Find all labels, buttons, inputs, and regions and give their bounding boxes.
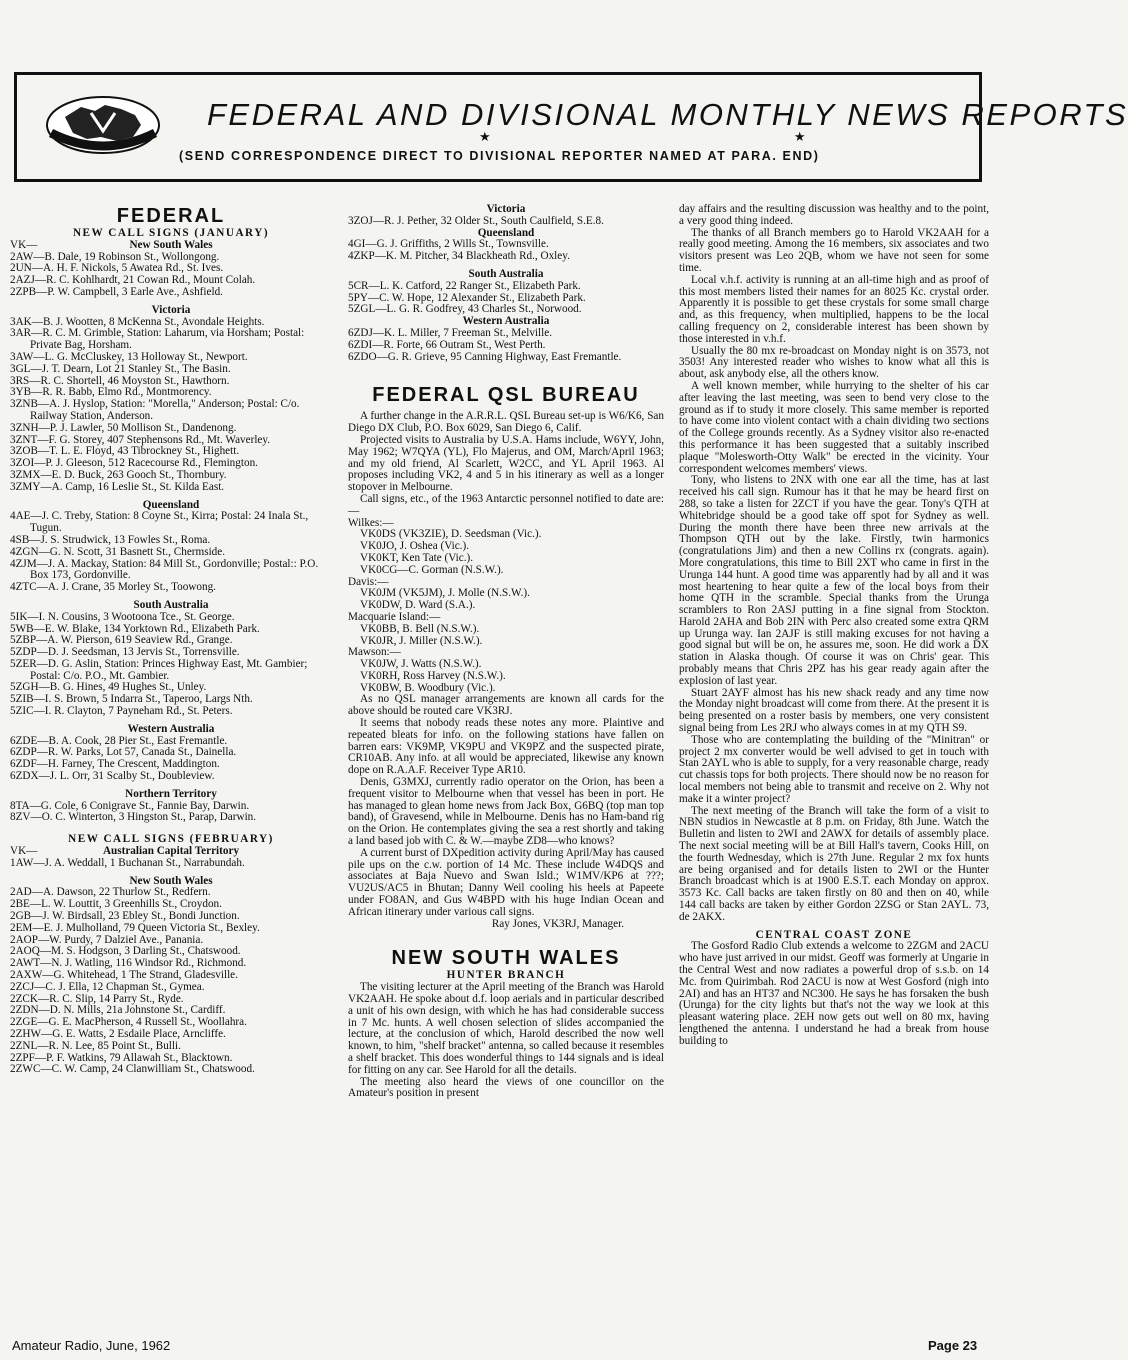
jan-callsigns-heading: NEW CALL SIGNS (JANUARY): [72, 227, 270, 239]
callsign-entry: 5ZIB—I. S. Brown, 5 Indarra St., Taperoo, Largs Nth.: [10, 693, 253, 706]
antarctic-callsign: VK0RH, Ross Harvey (N.S.W.).: [360, 669, 506, 682]
station-group-title: Wilkes:—: [348, 516, 394, 529]
vk-prefix: VK—: [10, 238, 38, 251]
column-hunter-branch-notes: [679, 204, 989, 1048]
paragraph: Tony, who listens to 2NX with one ear all the time, has at last received his call sign. Rumour has it that he may be heard first on 288, so take a listen for 2ZCT if you have the gear. Tony's QTH at Whitebridge should be a good take off spot for Sydney as well. During the month there have been three new arrivals at the Thompson QTH out by the lake. Firstly, twin harmonics (congratulations Jim) and then a new Collins rx (congrats. again). More congratulations, this time to Bill 2XT who came in first in the Urunga 144 hunt. A good time was apparently had by all and it was most heartening to hear quite a few of the local boys from their home QTH in the scramble. Special thanks from the Urunga scramblers to Ron 2ASJ putting in a fine signal from Stockton. Harold 2AHA and Bob 2IN with Perc also created some extra QRM up Urunga way. Ian 2AJF is still making excuses for not having a good signal but will be on, he assures me, soon. He did work a DX station in Alaska though. Of course it was on Chris' gear. This probably means that Chris 2PZ has his gear ready again after the explosion of last year.: [679, 474, 989, 687]
callsign-entry: 3ZOB—T. L. E. Floyd, 43 Tibrockney St., Highett.: [10, 445, 240, 458]
callsign-entry: 3ZNB—A. J. Hyslop, Station: "Morella," Anderson; Postal: C/o. Railway Station, Anderson.: [10, 398, 300, 422]
callsign-entry: 3ZMX—E. D. Buck, 263 Gooch St., Thornbury.: [10, 468, 227, 481]
callsign-entry: 4ZJM—J. A. Mackay, Station: 84 Mill St., Gordonville; Postal:: P.O. Box 173, Gordonville.: [10, 557, 319, 582]
paragraph: The next meeting of the Branch will take the form of a visit to NBN studios in Newcastle at 8 p.m. on Friday, 8th June. Watch the Bulletin and listen to 2WI and 2AWX for details of assembly place. The next social meeting will be at Bill Hall's tavern, Cooks Hill, on the fourth Wednesday, which is 27th June. Regular 2 mx fox hunts are being organised and for details listen to 2WI or the Hunter Branch broadcast which is at 1900 E.S.T. each Monday on approx. 3573 Kc. Call backs are taken firstly on 80 and then on 40, while 144 call backs are taken by either Gordon 2ZSG or Stan 2AYL. 73, de 2AKX.: [679, 804, 989, 923]
callsign-entry: 3YB—R. R. Babb, Elmo Rd., Montmorency.: [10, 386, 212, 399]
callsign-entry: 2ZDN—D. N. Mills, 21a Johnstone St., Cardiff.: [10, 1004, 226, 1017]
callsign-entry: 2AXW—G. Whitehead, 1 The Strand, Gladesville.: [10, 969, 238, 982]
central-coast-heading: CENTRAL COAST ZONE: [755, 928, 913, 941]
nsw-heading: NEW SOUTH WALES: [391, 947, 621, 970]
callsign-entry: 3AW—L. G. McCluskey, 13 Holloway St., Newport.: [10, 350, 248, 363]
state-heading-vic: Victoria: [151, 303, 191, 316]
signature: Ray Jones, VK3RJ, Manager.: [491, 917, 624, 930]
callsign-entry: 2AWT—N. J. Watling, 116 Windsor Rd., Richmond.: [10, 957, 247, 970]
callsign-entry: 2ZCJ—C. J. Ella, 12 Chapman St., Gymea.: [10, 980, 205, 993]
antarctic-callsign: VK0JW, J. Watts (N.S.W.).: [360, 658, 482, 671]
callsign-entry: 5CR—L. K. Catford, 22 Ranger St., Elizabeth Park.: [348, 279, 581, 292]
callsign-entry: 6ZDO—G. R. Grieve, 95 Canning Highway, East Fremantle.: [348, 350, 622, 363]
callsign-entry: 6ZDX—J. L. Orr, 31 Scalby St., Doubleview.: [10, 770, 215, 783]
paragraph: Those who are contemplating the building of the "Minitran" or project 2 mx converter would be well advised to get in touch with Stan 2AYL who is able to supply, for a very reasonable charge, ready cut chassis tops for both projects. There should now be no reason for local members not being able to transmit and receive on 2. Why not make it a winter project?: [679, 733, 989, 805]
callsign-entry: 2ZPF—P. F. Watkins, 79 Allawah St., Blacktown.: [10, 1051, 233, 1064]
state-heading-nt: Northern Territory: [125, 787, 217, 800]
callsign-entry: 3ZNH—P. J. Lawler, 50 Mollison St., Dandenong.: [10, 421, 237, 434]
callsign-entry: 5ZBP—A. W. Pierson, 619 Seaview Rd., Grange.: [10, 634, 233, 647]
station-group-title: Davis:—: [348, 575, 389, 588]
callsign-entry: 6ZDP—R. W. Parks, Lot 57, Canada St., Dainella.: [10, 746, 237, 759]
callsign-entry: 2EM—E. J. Mulholland, 79 Queen Victoria St., Bexley.: [10, 921, 260, 934]
callsign-entry: 2ZHW—G. E. Watts, 2 Esdaile Place, Arncliffe.: [10, 1028, 226, 1040]
column-federal-callsigns: [10, 204, 332, 1076]
callsign-entry: 8TA—G. Cole, 6 Conigrave St., Fannie Bay, Darwin.: [10, 799, 250, 812]
page-subtitle: (SEND CORRESPONDENCE DIRECT TO DIVISIONAL REPORTER NAMED AT PARA. END): [179, 149, 820, 163]
callsign-entry: 3AR—R. C. M. Grimble, Station: Laharum, via Horsham; Postal: Private Bag, Horsham.: [10, 327, 305, 352]
footer-publication: Amateur Radio, June, 1962: [12, 1338, 171, 1353]
state-heading-wa: Western Australia: [462, 315, 550, 328]
callsign-entry: 3ZMY—A. Camp, 16 Leslie St., St. Kilda East.: [10, 480, 225, 493]
callsign-entry: 5PY—C. W. Hope, 12 Alexander St., Elizabeth Park.: [348, 291, 586, 304]
callsign-entry: 6ZDF—H. Farney, The Crescent, Maddington.: [10, 758, 220, 771]
antarctic-callsign: VK0DW, D. Ward (S.A.).: [360, 599, 476, 612]
callsign-entry: 3ZOJ—R. J. Pether, 32 Older St., South Caulfield, S.E.8.: [348, 214, 604, 227]
state-heading-vic: Victoria: [486, 203, 526, 215]
paragraph: The visiting lecturer at the April meeting of the Branch was Harold VK2AAH. He spoke about d.f. loop aerials and in particular described a unit of his own design, with which he has had considerable success in 7 Mc. hunts. A well chosen selection of slides accompanied the lecture, at the conclusion of which, Harold described the now well known, to him, "shelf bracket" antenna, so called because it resembles a shelf bracket. This does wonderful things to 144 signals and is ideal for fitting on any car. See Harold for all the details.: [348, 981, 664, 1076]
callsign-entry: 2ZNL—R. N. Lee, 85 Point St., Bulli.: [10, 1039, 181, 1052]
callsign-entry: 4ZTC—A. J. Crane, 35 Morley St., Toowong.: [10, 581, 216, 594]
paragraph: As no QSL manager arrangements are known all cards for the above should be routed care VK3RJ.: [348, 693, 664, 718]
antarctic-callsign: VK0JR, J. Miller (N.S.W.).: [360, 634, 483, 647]
callsign-entry: 2ZGE—G. E. MacPherson, 4 Russell St., Woollahra.: [10, 1016, 247, 1029]
paragraph: Call signs, etc., of the 1963 Antarctic personnel notified to date are:—: [348, 492, 664, 517]
callsign-entry: 4AE—J. C. Treby, Station: 8 Coyne St., Kirra; Postal: 24 Inala St., Tugun.: [10, 510, 309, 535]
qsl-bureau-heading: FEDERAL QSL BUREAU: [372, 384, 640, 407]
callsign-entry: 3ZOI—P. J. Gleeson, 512 Racecourse Rd., Flemington.: [10, 457, 258, 470]
callsign-entry: 5ZGL—L. G. R. Godfrey, 43 Charles St., Norwood.: [348, 303, 582, 316]
column-qsl-bureau: [348, 204, 664, 1100]
callsign-entry: 2UN—A. H. F. Nickols, 5 Awatea Rd., St. Ives.: [10, 262, 224, 275]
callsign-entry: 1AW—J. A. Weddall, 1 Buchanan St., Narrabundah.: [10, 856, 245, 869]
paragraph: Local v.h.f. activity is running at an all-time high and as proof of this most members listed their names for an 8025 Kc. crystal order. Apparently it is possible to get these crystals for some small charge and, as this frequency, when multiplied, happens to be the local calling frequency on 2, considerable interest has been shown by those interested in v.h.f.: [679, 273, 989, 345]
antarctic-callsign: VK0DS (VK3ZIE), D. Seedsman (Vic.).: [360, 528, 542, 541]
callsign-entry: 5ZDP—D. J. Seedsman, 13 Jervis St., Torrensville.: [10, 646, 240, 659]
paragraph: day affairs and the resulting discussion was healthy and to the point, a very good thing indeed.: [679, 203, 989, 227]
paragraph: A further change in the A.R.R.L. QSL Bureau set-up is W6/K6, San Diego DX Club, P.O. Box 6029, San Diego 6, Calif.: [348, 410, 664, 435]
antarctic-callsign: VK0CG—C. Gorman (N.S.W.).: [360, 563, 504, 576]
callsign-entry: 3AK—B. J. Wootten, 8 McKenna St., Avondale Heights.: [10, 315, 265, 328]
feb-callsigns-heading: NEW CALL SIGNS (FEBRUARY): [68, 833, 274, 846]
paragraph: The Gosford Radio Club extends a welcome to 2ZGM and 2ACU who have just arrived in our midst. Geoff was formerly at Ungarie in the Central West and now radiates a powerful drop of s.s.b. on 14 Mc. from Quirimbah. Rod 2ACU is now at West Gosford (nigh into 2AI) and has an HT37 and NC300. He says he has forsaken the bush (Urunga) for the city lights but that's not the way we look at this pleasant watering place. 2EH now gets out well on 80 mx, having lengthened the antenna. I understand he had a break from house building to: [679, 940, 989, 1047]
callsign-entry: 2BE—L. W. Louttit, 3 Greenhills St., Croydon.: [10, 898, 222, 911]
paragraph: Denis, G3MXJ, currently radio operator on the Orion, has been a frequent visitor to Melbourne when that vessel has been in port. He has managed to glean home news from Jack Box, G6BQ (top man top band), of Gravesend, while in Melbourne. Denis has no Ham-band rig on the Orion. He contemplates giving the sea a rest shortly and taking a land based job with C. & W.—maybe ZD8—who knows?: [348, 776, 664, 848]
header-box: [14, 72, 1128, 182]
state-heading-nsw: New South Wales: [129, 238, 213, 251]
paragraph: Stuart 2AYF almost has his new shack ready and any time now the Monday night broadcast will come from there. At the present it is being presented on a roster basis by members, one very consistent signal being from Les 2RJ who always comes in at my QTH S9.: [679, 686, 989, 735]
callsign-entry: 2GB—J. W. Birdsall, 23 Ebley St., Bondi Junction.: [10, 910, 240, 923]
state-heading-qld: Queensland: [477, 226, 535, 239]
callsign-entry: 4GI—G. J. Griffiths, 2 Wills St., Townsville.: [348, 238, 549, 251]
station-group-title: Macquarie Island:—: [348, 610, 441, 623]
callsign-entry: 3RS—R. C. Shortell, 46 Moyston St., Hawthorn.: [10, 374, 230, 387]
callsign-entry: 5ZIC—I. R. Clayton, 7 Payneham Rd., St. Peters.: [10, 705, 233, 718]
antarctic-callsign: VK0BB, B. Bell (N.S.W.).: [360, 622, 480, 635]
callsign-entry: 2ZPB—P. W. Campbell, 3 Earle Ave., Ashfield.: [10, 285, 223, 298]
callsign-entry: 5IK—I. N. Cousins, 3 Wootoona Tce., St. George.: [10, 610, 235, 623]
callsign-entry: 2AOP—W. Purdy, 7 Dalziel Ave., Panania.: [10, 933, 204, 946]
title-stars: ★ ★: [479, 129, 956, 144]
callsign-entry: 8ZV—O. C. Winterton, 3 Hingston St., Parap, Darwin.: [10, 811, 257, 824]
antarctic-callsign: VK0JM (VK5JM), J. Molle (N.S.W.).: [360, 587, 530, 600]
paragraph: The meeting also heard the views of one councillor on the Amateur's position in present: [348, 1075, 664, 1100]
callsign-entry: 3ZNT—F. G. Storey, 407 Stephensons Rd., Mt. Waverley.: [10, 433, 271, 446]
callsign-entry: 6ZDI—R. Forte, 66 Outram St., West Perth.: [348, 338, 546, 351]
callsign-entry: 2ZWC—C. W. Camp, 24 Clanwilliam St., Chatswood.: [10, 1063, 255, 1076]
callsign-entry: 2AZJ—R. C. Kohlhardt, 21 Cowan Rd., Mount Colah.: [10, 274, 256, 287]
paragraph: Usually the 80 mx re-broadcast on Monday night is on 3573, not 3503! Any interested reader who wishes to know what all this is about, ask anybody else, all the others know.: [679, 344, 989, 381]
station-group-title: Mawson:—: [348, 646, 401, 659]
antarctic-callsign: VK0JO, J. Oshea (Vic.).: [360, 540, 470, 553]
state-heading-wa: Western Australia: [127, 722, 215, 735]
callsign-entry: 6ZDJ—K. L. Miller, 7 Freeman St., Melville.: [348, 326, 553, 339]
wia-logo: [43, 93, 163, 157]
paragraph: Projected visits to Australia by U.S.A. Hams include, W6YY, John, May 1962; W7QYA (YL), Flo Majerus, and OM, March/April 1963; and my old friend, Al Scarlett, W2CC, and YL April 1963. Al proposes including VK2, 4 and 5 in his itinerary as well as a longer stopover in Melbourne.: [348, 433, 664, 494]
page-title: FEDERAL AND DIVISIONAL MONTHLY NEWS REPORTS: [207, 97, 1128, 132]
callsign-entry: 2AW—B. Dale, 19 Robinson St., Wollongong.: [10, 250, 220, 263]
paragraph: A well known member, while hurrying to the shelter of his car after leaving the last meeting, was seen to bend very close to the ground as if to study it more closely. This same member is reported to have come into violent contact with a chain dividing two sections of the College grounds recently. As a Sydney visitor also re-enacted this performance it has been suggested that a suitably inscribed plaque "Molesworth-Otty Walk" be erected in the vicinity. Your correspondent welcomes members' views.: [679, 379, 989, 475]
antarctic-callsign: VK0KT, Ken Tate (Vic.).: [360, 551, 474, 564]
federal-heading: FEDERAL: [116, 205, 226, 227]
state-heading-act: Australian Capital Territory: [102, 845, 240, 858]
callsign-entry: 4ZKP—K. M. Pitcher, 34 Blackheath Rd., Oxley.: [348, 250, 570, 263]
callsign-entry: 5ZGH—B. G. Hines, 49 Hughes St., Unley.: [10, 681, 207, 694]
footer-page-number: Page 23: [928, 1338, 978, 1353]
callsign-entry: 2AD—A. Dawson, 22 Thurlow St., Redfern.: [10, 886, 211, 899]
hunter-branch-heading: HUNTER BRANCH: [446, 969, 566, 982]
paragraph: It seems that nobody reads these notes any more. Plaintive and repeated bleats for info. on the following stations have fallen on barren ears: VK9MP, VK9PU and VK9PZ and the suspected pirate, CR10AB. Any info. at all would be appreciated, likewise any known dope on R.A.A.F. Receiver Type AR10.: [348, 717, 664, 777]
callsign-entry: 5ZER—D. G. Aslin, Station: Princes Highway East, Mt. Gambier; Postal: C/o. P.O., Mt. Gambier.: [10, 657, 308, 682]
state-heading-sa: South Australia: [468, 267, 544, 280]
callsign-entry: 5WB—E. W. Blake, 134 Yorktown Rd., Elizabeth Park.: [10, 622, 260, 635]
callsign-entry: 3GL—J. T. Dearn, Lot 21 Stanley St., The Basin.: [10, 362, 231, 375]
callsign-entry: 6ZDE—B. A. Cook, 28 Pier St., East Fremantle.: [10, 734, 228, 747]
callsign-entry: 2ZCK—R. C. Slip, 14 Parry St., Ryde.: [10, 992, 184, 1005]
state-heading-sa: South Australia: [133, 598, 209, 611]
vk-prefix: VK—: [10, 845, 38, 858]
paragraph: The thanks of all Branch members go to Harold VK2AAH for a really good meeting. Among the 16 members, six associates and two visitors present was Leo 2QB, whom we have not seen for some time.: [679, 226, 989, 274]
callsign-entry: 4ZGN—G. N. Scott, 31 Basnett St., Chermside.: [10, 545, 226, 558]
state-heading-qld: Queensland: [142, 498, 200, 511]
state-heading-nsw: New South Wales: [129, 874, 213, 887]
callsign-entry: 4SB—J. S. Strudwick, 13 Fowles St., Roma.: [10, 533, 211, 546]
antarctic-callsign: VK0BW, B. Woodbury (Vic.).: [360, 681, 496, 694]
callsign-entry: 2AOQ—M. S. Hodgson, 3 Darling St., Chatswood.: [10, 945, 241, 958]
paragraph: A current burst of DXpedition activity during April/May has caused pile ups on the c.w. portion of 14 Mc. These include W4DQS and associates at Baja Nuevo and Swan Isld.; W1MV/KP6 at ???; VU2US/AC5 in Bhutan; Danny Weil cooling his heels at Papeete under FO8AN, and Gus W4BPD with his huge Indian Ocean and African itinerary under various call signs.: [348, 846, 664, 918]
